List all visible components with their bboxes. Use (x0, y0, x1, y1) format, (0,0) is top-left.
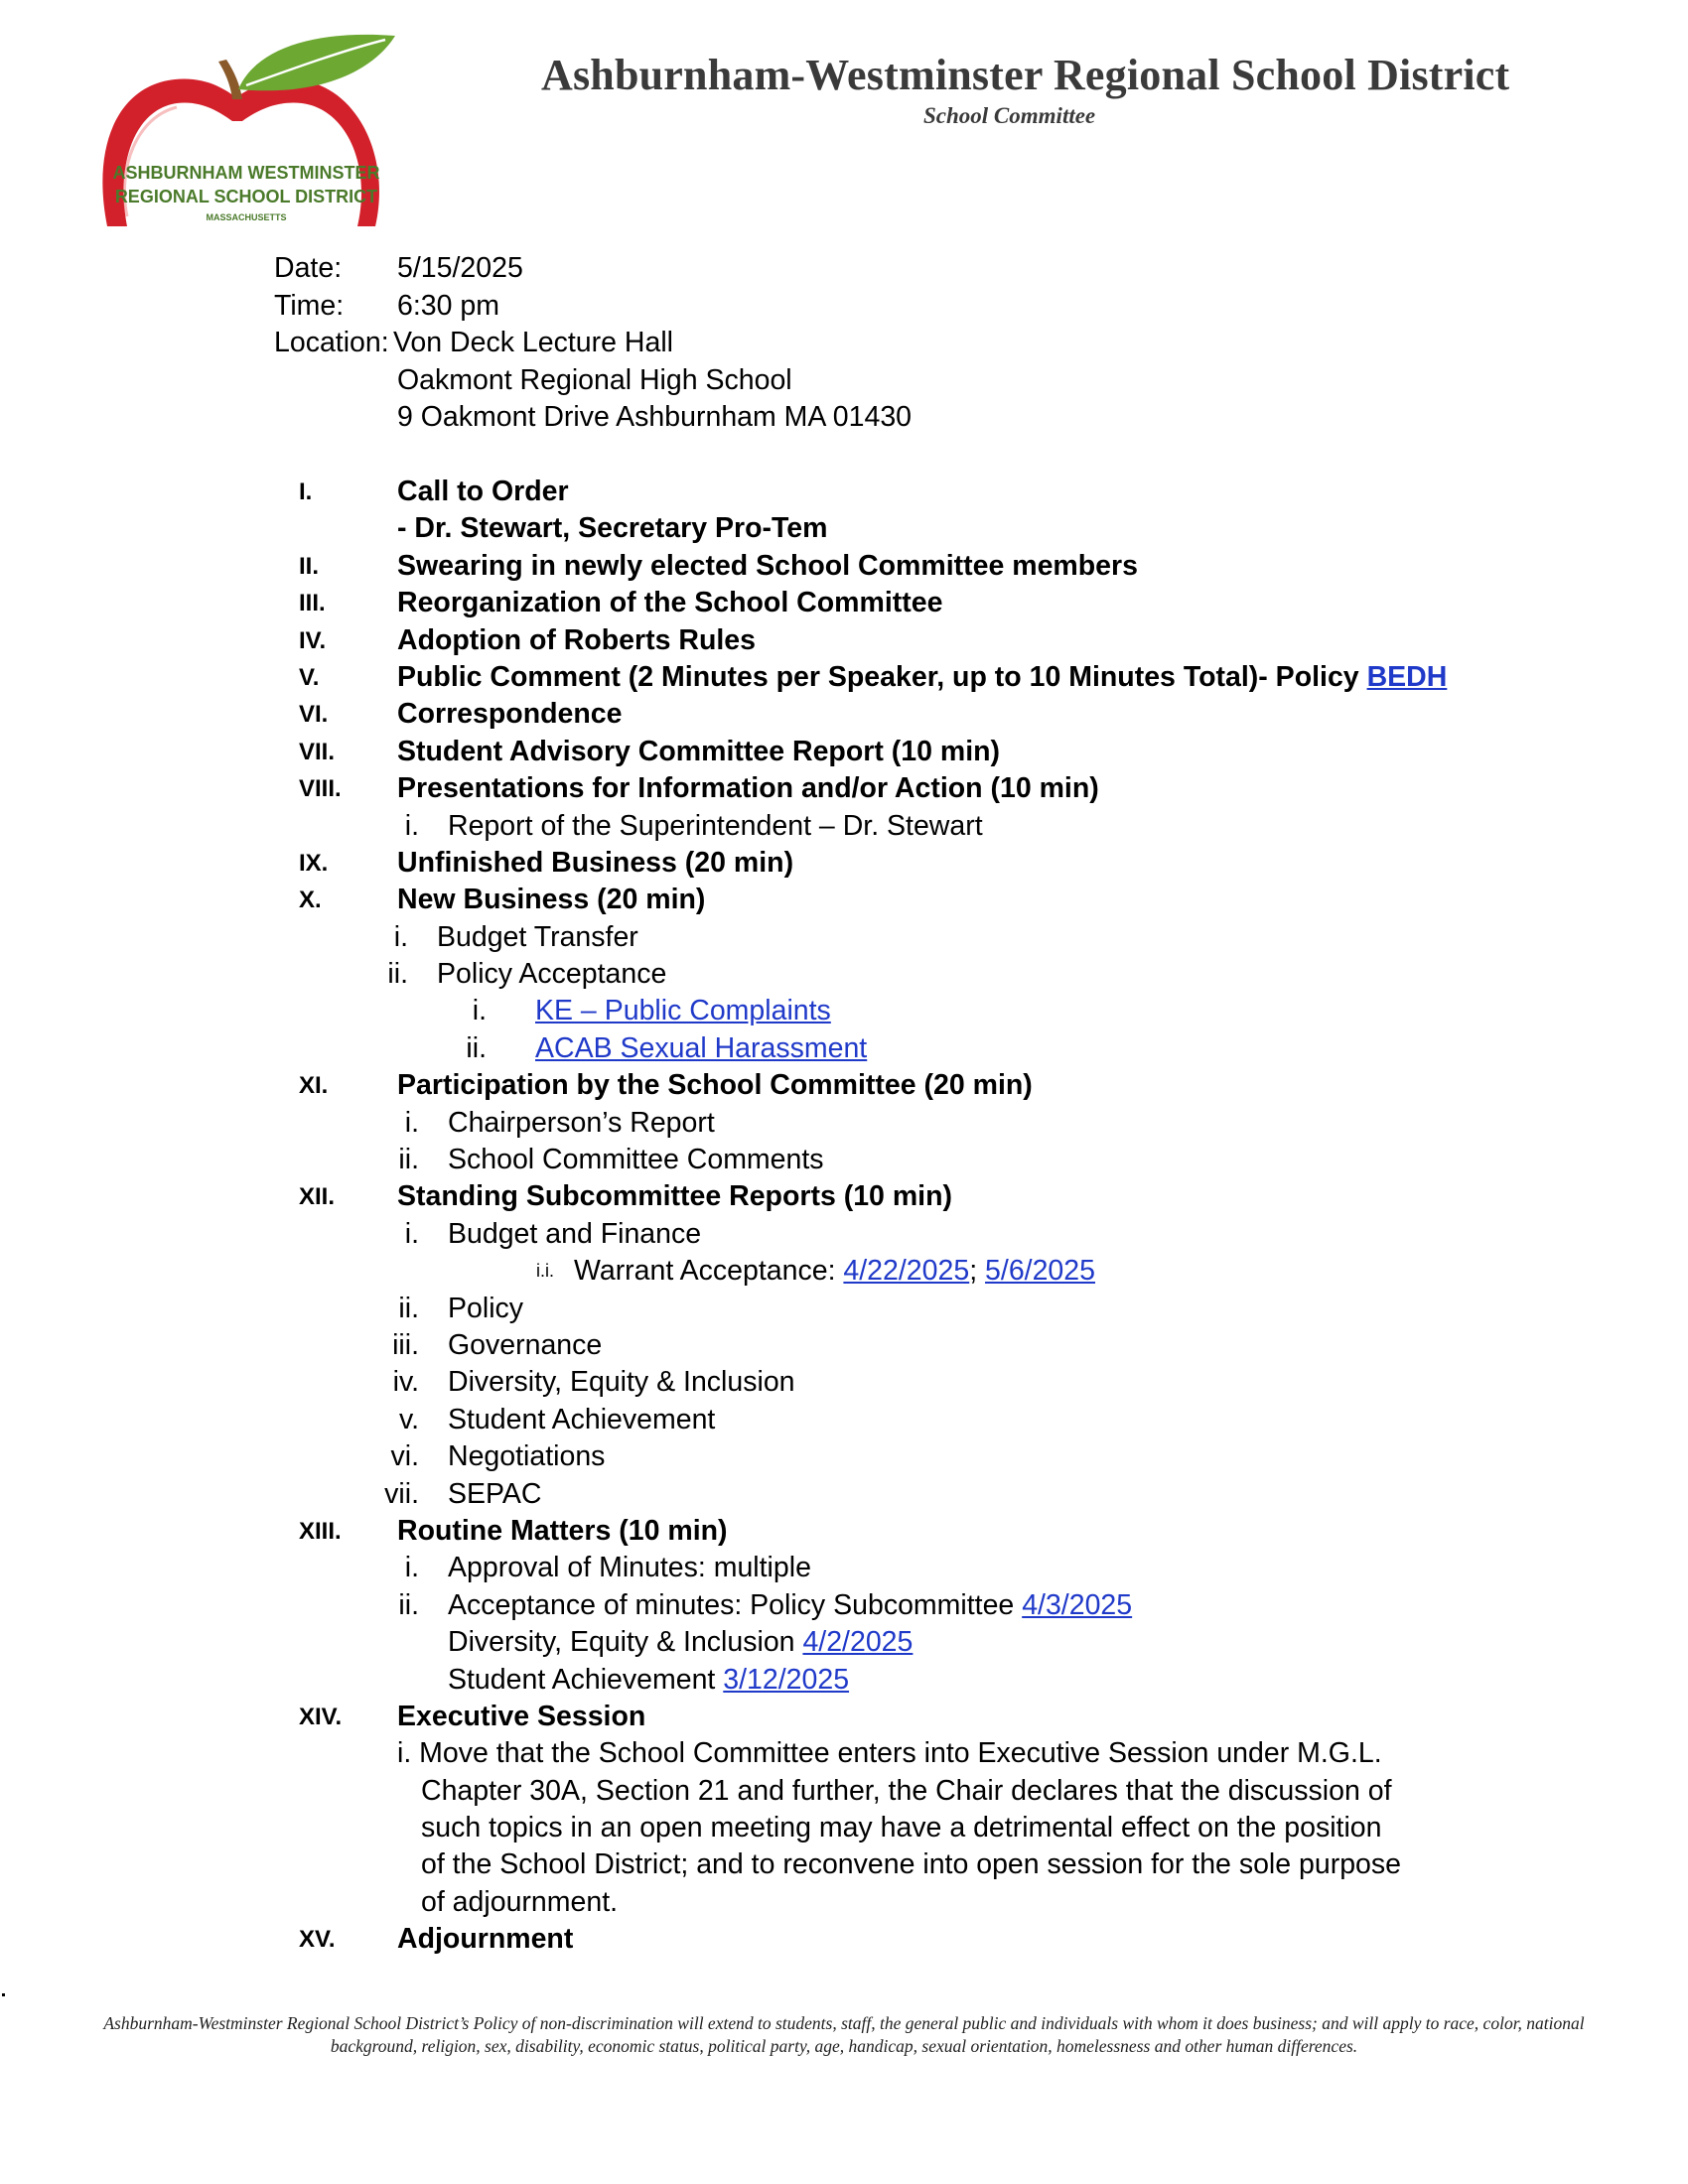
sub-text: Governance (448, 1328, 603, 1361)
sub-item (0, 1438, 1688, 1475)
agenda-item-xiv (0, 1699, 1688, 1735)
sub-item-cont (0, 1624, 1688, 1661)
agenda-num: II. (299, 552, 320, 580)
policy-acab-link[interactable]: ACAB Sexual Harassment (535, 1031, 868, 1064)
agenda-num: VI. (299, 701, 329, 729)
sub-item (0, 956, 1688, 993)
sub-num: i. (404, 1217, 419, 1250)
nondiscrimination-footer (0, 2012, 1688, 2058)
policy-ke-link[interactable]: KE – Public Complaints (535, 995, 831, 1027)
agenda-title: Standing Subcommittee Reports (10 min) (397, 1180, 952, 1213)
agenda-num: XIII. (299, 1517, 342, 1545)
agenda-item-v (0, 659, 1688, 696)
agenda-num: XV. (299, 1926, 336, 1954)
footer-line2: background, religion, sex, disability, economic status, political party, age, handicap, sexual orientation, homelessness and other human differences. (330, 2036, 1358, 2056)
agenda-num: IV. (299, 626, 327, 654)
sub-item (0, 919, 1688, 956)
para-line: such topics in an open meeting may have a detrimental effect on the position (421, 1812, 1382, 1844)
sub-item-cont (0, 1662, 1688, 1699)
sub-text: Student Achievement (448, 1403, 716, 1435)
agenda-num: VII. (299, 738, 336, 765)
sub-num: iii. (392, 1328, 419, 1361)
location-line1: Von Deck Lecture Hall (393, 327, 673, 358)
sub-num: i. (404, 1106, 419, 1139)
logo-line1: ASHBURNHAM WESTMINSTER (112, 163, 380, 183)
sub-num: ii. (398, 1588, 419, 1621)
sub-num: iv. (392, 1366, 419, 1399)
sub-num: v. (398, 1403, 419, 1435)
para-line: of adjournment. (421, 1885, 619, 1918)
minutes-dei-link[interactable]: 4/2/2025 (802, 1626, 914, 1659)
minutes-sa-link[interactable]: 3/12/2025 (723, 1663, 850, 1696)
agenda-item-xiii (0, 1513, 1688, 1550)
sub-text: Approval of Minutes: multiple (448, 1552, 811, 1584)
sub-num: i. (404, 809, 419, 842)
sub-text: Policy Acceptance (437, 958, 667, 991)
sub-item (0, 1587, 1688, 1624)
agenda-item-viii (0, 770, 1688, 807)
sub-item (0, 1550, 1688, 1586)
sub-num: i. (393, 920, 408, 953)
sub-text: SEPAC (448, 1477, 542, 1510)
agenda-num: I. (299, 478, 313, 505)
sub-text: Negotiations (448, 1440, 606, 1473)
agenda-num: VIII. (299, 775, 342, 803)
time-label: Time: (274, 289, 345, 322)
agenda-title: Presentations for Information and/or Action (10 min) (397, 772, 1099, 805)
warrant-item (0, 1253, 1688, 1290)
para-line: Chapter 30A, Section 21 and further, the Chair declares that the discussion of (421, 1774, 1392, 1807)
agenda-title: Routine Matters (10 min) (397, 1514, 728, 1547)
sub-text: Student Achievement (448, 1663, 724, 1696)
logo-line2: REGIONAL SCHOOL DISTRICT (114, 187, 378, 206)
warrant-link-0422[interactable]: 4/22/2025 (843, 1255, 970, 1288)
location-line3: 9 Oakmont Drive Ashburnham MA 01430 (397, 401, 913, 433)
policy-bedh-link[interactable]: BEDH (1366, 660, 1448, 693)
sub-num: ii. (387, 958, 408, 991)
committee-subtitle: School Committee (923, 103, 1096, 128)
warrant-sep: ; (969, 1255, 986, 1288)
sub-text: Policy (448, 1292, 524, 1324)
sub-item (0, 808, 1688, 845)
agenda-title: Unfinished Business (20 min) (397, 846, 794, 879)
agenda-item-xii (0, 1178, 1688, 1215)
agenda-title: Adjournment (397, 1923, 574, 1956)
sub-text: Budget and Finance (448, 1217, 702, 1250)
agenda-num: IX. (299, 849, 329, 877)
sub-text: Diversity, Equity & Inclusion (448, 1626, 803, 1659)
agenda-num: III. (299, 590, 326, 617)
sub-text: Diversity, Equity & Inclusion (448, 1366, 795, 1399)
sub-item (0, 1216, 1688, 1253)
sub-num: ii. (398, 1292, 419, 1324)
agenda-title: Executive Session (397, 1700, 646, 1732)
sub-num: ii. (466, 1031, 487, 1064)
sub-num: i. (472, 995, 487, 1027)
time-value: 6:30 pm (397, 289, 499, 322)
agenda-num: X. (299, 887, 322, 914)
sub-num: i.i. (536, 1261, 554, 1282)
footer-line1: Ashburnham-Westminster Regional School District’s Policy of non-discrimination will extend to students, staff, the general public and individuals with whom it does business; and will apply to race, color, national (103, 2013, 1585, 2033)
page-mark (2, 1993, 5, 1996)
call-to-order-sub: - Dr. Stewart, Secretary Pro-Tem (397, 512, 828, 545)
agenda-title: Adoption of Roberts Rules (397, 623, 756, 656)
agenda-item-ix (0, 845, 1688, 882)
agenda-item-vi (0, 696, 1688, 733)
district-logo (97, 28, 405, 234)
sub-item (0, 1402, 1688, 1438)
agenda-item-xi (0, 1067, 1688, 1104)
location-label: Location: (274, 327, 389, 358)
agenda-title: Student Advisory Committee Report (10 min) (397, 735, 1001, 767)
agenda-title: Correspondence (397, 698, 623, 731)
agenda-title: Reorganization of the School Committee (397, 587, 943, 619)
sub-item (0, 1105, 1688, 1142)
warrant-link-0506[interactable]: 5/6/2025 (985, 1255, 1095, 1288)
agenda-item-iii (0, 585, 1688, 621)
agenda-title: Call to Order (397, 476, 569, 507)
para-line: i. Move that the School Committee enters into Executive Session under M.G.L. (397, 1737, 1382, 1770)
sub-sub-item (0, 993, 1688, 1029)
agenda-num: XII. (299, 1183, 336, 1211)
para-line: of the School District; and to reconvene into open session for the sole purpose (421, 1848, 1402, 1881)
agenda-num: XIV. (299, 1703, 343, 1730)
location-line2: Oakmont Regional High School (397, 363, 792, 396)
date-label: Date: (274, 252, 343, 284)
warrant-text: Warrant Acceptance: (574, 1255, 844, 1288)
sub-item (0, 1291, 1688, 1327)
sub-item (0, 1476, 1688, 1513)
sub-num: ii. (398, 1144, 419, 1176)
agenda-title: New Business (20 min) (397, 884, 706, 916)
date-value: 5/15/2025 (397, 252, 523, 284)
agenda-title: Public Comment (2 Minutes per Speaker, up to 10 Minutes Total)- Policy (397, 660, 1367, 693)
logo-line3: MASSACHUSETTS (206, 212, 287, 222)
sub-text: Acceptance of minutes: Policy Subcommittee (448, 1588, 1023, 1621)
executive-session-text (0, 1735, 1688, 1921)
district-name: Ashburnham-Westminster Regional School District (541, 51, 1510, 99)
agenda-item-x (0, 882, 1688, 918)
agenda-num: XI. (299, 1072, 329, 1100)
sub-sub-item (0, 1030, 1688, 1067)
sub-item (0, 1364, 1688, 1401)
agenda-item-xv (0, 1921, 1688, 1958)
sub-text: Chairperson’s Report (448, 1106, 715, 1139)
agenda (0, 474, 1688, 1959)
sub-num: vi. (390, 1440, 419, 1473)
agenda-item-i (0, 474, 1688, 510)
agenda-item-iv (0, 622, 1688, 659)
agenda-item-ii (0, 548, 1688, 585)
sub-text: Budget Transfer (437, 920, 638, 953)
agenda-title: Swearing in newly elected School Committee members (397, 549, 1138, 582)
sub-text: School Committee Comments (448, 1144, 824, 1176)
agenda-title: Participation by the School Committee (20 min) (397, 1069, 1033, 1102)
agenda-item-vii (0, 734, 1688, 770)
sub-num: vii. (384, 1477, 419, 1510)
sub-num: i. (404, 1552, 419, 1584)
sub-text: Report of the Superintendent – Dr. Stewart (448, 809, 983, 842)
minutes-policy-link[interactable]: 4/3/2025 (1022, 1588, 1133, 1621)
agenda-num: V. (299, 663, 320, 691)
sub-item (0, 1142, 1688, 1178)
sub-item (0, 1327, 1688, 1364)
